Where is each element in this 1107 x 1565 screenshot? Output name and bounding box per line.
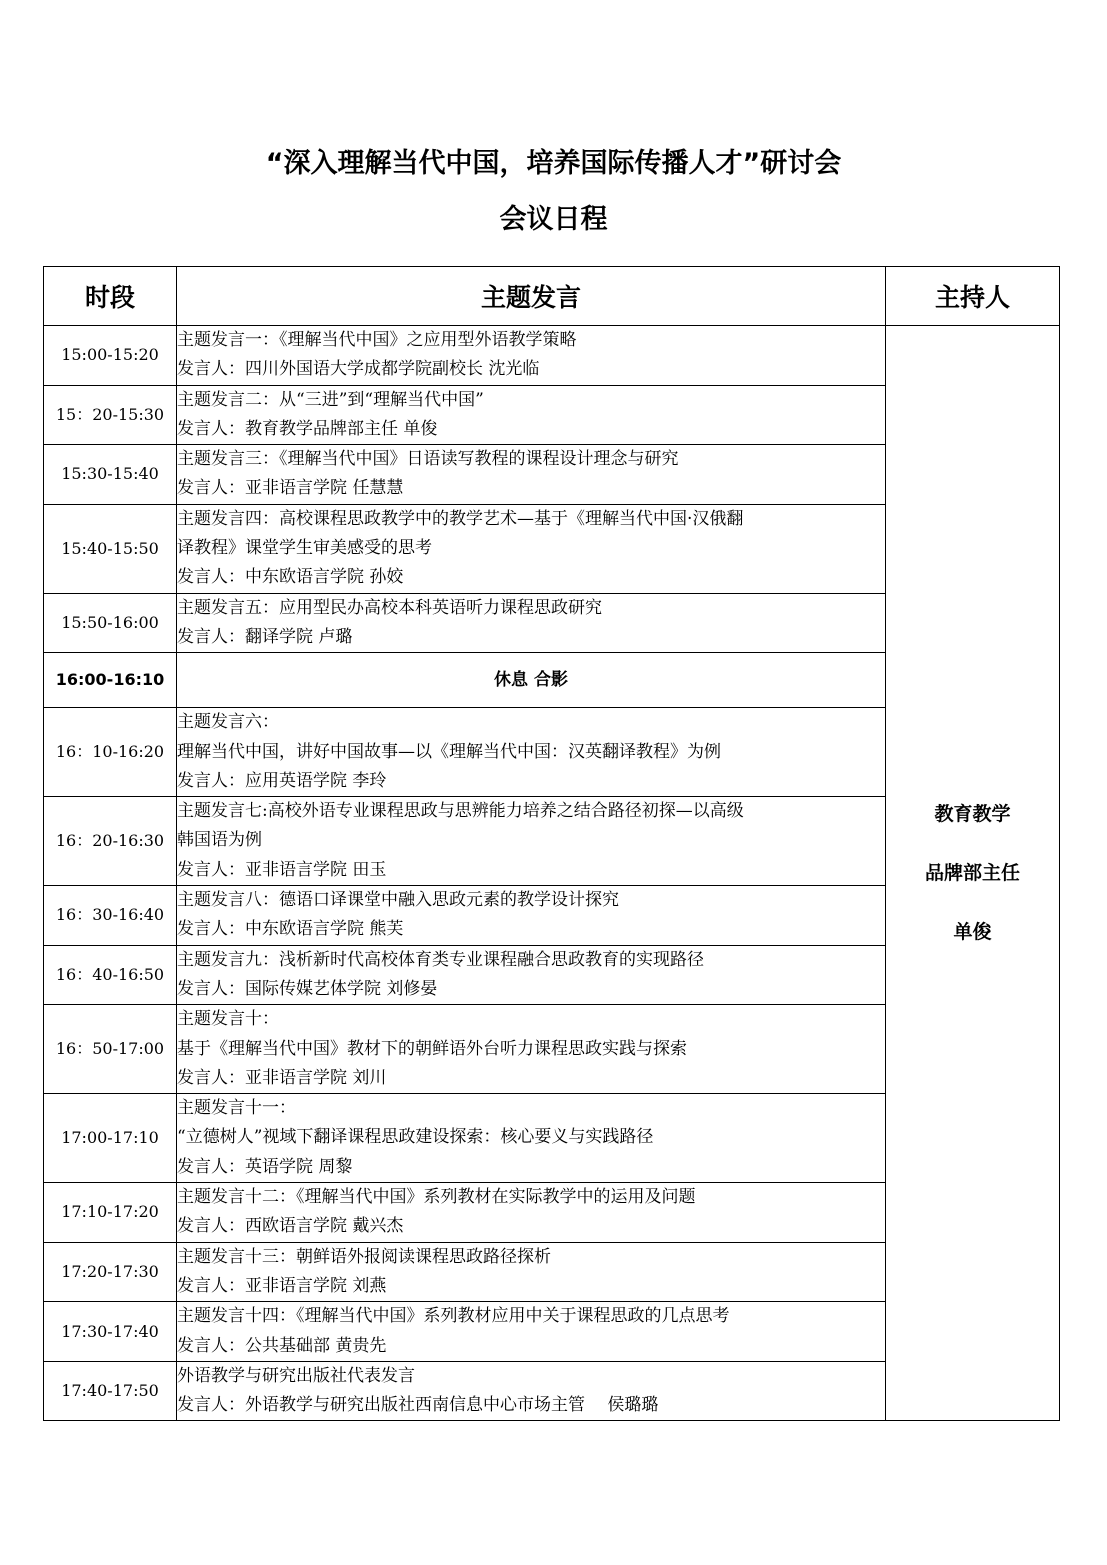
topic-line: 主题发言九：浅析新时代高校体育类专业课程融合思政教育的实现路径 xyxy=(177,949,704,970)
time-cell: 17:20-17:30 xyxy=(44,1242,177,1302)
time-cell: 15:00-15:20 xyxy=(44,326,177,386)
topic-cell xyxy=(177,385,886,445)
time-cell: 15:40-15:50 xyxy=(44,504,177,593)
topic-cell xyxy=(177,1094,886,1183)
speaker-line: 发言人：中东欧语言学院 熊芙 xyxy=(177,919,404,940)
topic-cell xyxy=(177,1242,886,1302)
header-row xyxy=(44,267,1060,326)
topic-line: 主题发言十四：《理解当代中国》系列教材应用中关于课程思政的几点思考 xyxy=(177,1306,730,1327)
topic-cell xyxy=(177,593,886,653)
topic-cell xyxy=(177,886,886,946)
time-cell: 17:40-17:50 xyxy=(44,1361,177,1421)
speaker-line: 发言人：西欧语言学院 戴兴杰 xyxy=(177,1216,404,1237)
time-cell: 17:10-17:20 xyxy=(44,1183,177,1243)
topic-line: 理解当代中国，讲好中国故事—以《理解当代中国：汉英翻译教程》为例 xyxy=(177,741,721,762)
speaker-line: 发言人：英语学院 周黎 xyxy=(177,1156,353,1177)
topic-line: 主题发言十二：《理解当代中国》系列教材在实际教学中的运用及问题 xyxy=(177,1187,696,1208)
time-cell: 16：30-16:40 xyxy=(44,886,177,946)
speaker-line: 发言人：亚非语言学院 田玉 xyxy=(177,859,387,880)
topic-line: 主题发言四：高校课程思政教学中的教学艺术—基于《理解当代中国·汉俄翻 xyxy=(177,508,744,529)
host-cell xyxy=(886,326,1060,1421)
topic-line: 主题发言十： xyxy=(177,1009,279,1030)
speaker-line: 发言人：翻译学院 卢璐 xyxy=(177,626,353,647)
time-cell: 16：40-16:50 xyxy=(44,945,177,1005)
document-title: “深入理解当代中国，培养国际传播人才”研讨会 xyxy=(265,148,842,179)
speaker-line: 发言人：亚非语言学院 任慧慧 xyxy=(177,478,404,499)
topic-line: “立德树人”视域下翻译课程思政建设探索：核心要义与实践路径 xyxy=(177,1127,654,1148)
speaker-line: 发言人：四川外国语大学成都学院副校长 沈光临 xyxy=(177,359,540,380)
document-subtitle: 会议日程 xyxy=(499,204,608,235)
time-cell: 17:30-17:40 xyxy=(44,1302,177,1362)
header-host: 主持人 xyxy=(886,267,1060,326)
topic-line: 韩国语为例 xyxy=(177,830,262,851)
speaker-line: 发言人：外语教学与研究出版社西南信息中心市场主管 侯璐璐 xyxy=(177,1395,659,1416)
topic-cell xyxy=(177,797,886,886)
time-cell: 16：50-17:00 xyxy=(44,1005,177,1094)
topic-cell xyxy=(177,1005,886,1094)
topic-cell xyxy=(177,445,886,505)
time-cell: 16：20-16:30 xyxy=(44,797,177,886)
topic-cell xyxy=(177,945,886,1005)
schedule-table xyxy=(43,266,1060,1421)
topic-line: 外语教学与研究出版社代表发言 xyxy=(177,1365,415,1386)
time-cell: 17:00-17:10 xyxy=(44,1094,177,1183)
topic-cell xyxy=(177,1361,886,1421)
break-label: 休息 合影 xyxy=(494,669,568,690)
topic-cell xyxy=(177,326,886,386)
host-line: 单俊 xyxy=(953,920,992,943)
host-line: 品牌部主任 xyxy=(924,861,1020,884)
topic-line: 主题发言七:高校外语专业课程思政与思辨能力培养之结合路径初探—以高级 xyxy=(177,801,744,822)
topic-line: 主题发言一：《理解当代中国》之应用型外语教学策略 xyxy=(177,330,577,350)
time-cell: 16:00-16:10 xyxy=(44,653,177,708)
time-cell: 15：20-15:30 xyxy=(44,385,177,445)
speaker-line: 发言人：亚非语言学院 刘燕 xyxy=(177,1275,387,1296)
topic-cell xyxy=(177,1183,886,1243)
topic-line: 主题发言五：应用型民办高校本科英语听力课程思政研究 xyxy=(177,597,602,618)
topic-line: 主题发言十三：朝鲜语外报阅读课程思政路径探析 xyxy=(177,1246,551,1267)
topic-line: 基于《理解当代中国》教材下的朝鲜语外台听力课程思政实践与探索 xyxy=(177,1038,687,1059)
topic-line: 主题发言十一： xyxy=(177,1098,296,1119)
header-time: 时段 xyxy=(44,267,177,326)
time-cell: 15:50-16:00 xyxy=(44,593,177,653)
host-line: 教育教学 xyxy=(934,802,1011,825)
speaker-line: 发言人：国际传媒艺体学院 刘修晏 xyxy=(177,978,438,999)
speaker-line: 发言人：公共基础部 黄贵先 xyxy=(177,1335,387,1356)
topic-line: 译教程》课堂学生审美感受的思考 xyxy=(177,538,432,559)
header-topic: 主题发言 xyxy=(177,267,886,326)
speaker-line: 发言人：中东欧语言学院 孙姣 xyxy=(177,567,404,588)
time-cell: 15:30-15:40 xyxy=(44,445,177,505)
topic-line: 主题发言三：《理解当代中国》日语读写教程的课程设计理念与研究 xyxy=(177,449,679,470)
topic-line: 主题发言八：德语口译课堂中融入思政元素的教学设计探究 xyxy=(177,890,619,911)
speaker-line: 发言人：教育教学品牌部主任 单俊 xyxy=(177,418,438,439)
table-row xyxy=(44,326,1060,386)
topic-line: 主题发言六： xyxy=(177,712,279,733)
time-cell: 16：10-16:20 xyxy=(44,708,177,797)
speaker-line: 发言人：亚非语言学院 刘川 xyxy=(177,1067,387,1088)
break-cell xyxy=(177,653,886,708)
speaker-line: 发言人：应用英语学院 李玲 xyxy=(177,770,387,791)
topic-cell xyxy=(177,708,886,797)
topic-cell xyxy=(177,1302,886,1362)
topic-line: 主题发言二：从“三进”到“理解当代中国” xyxy=(177,389,484,410)
topic-cell xyxy=(177,504,886,593)
